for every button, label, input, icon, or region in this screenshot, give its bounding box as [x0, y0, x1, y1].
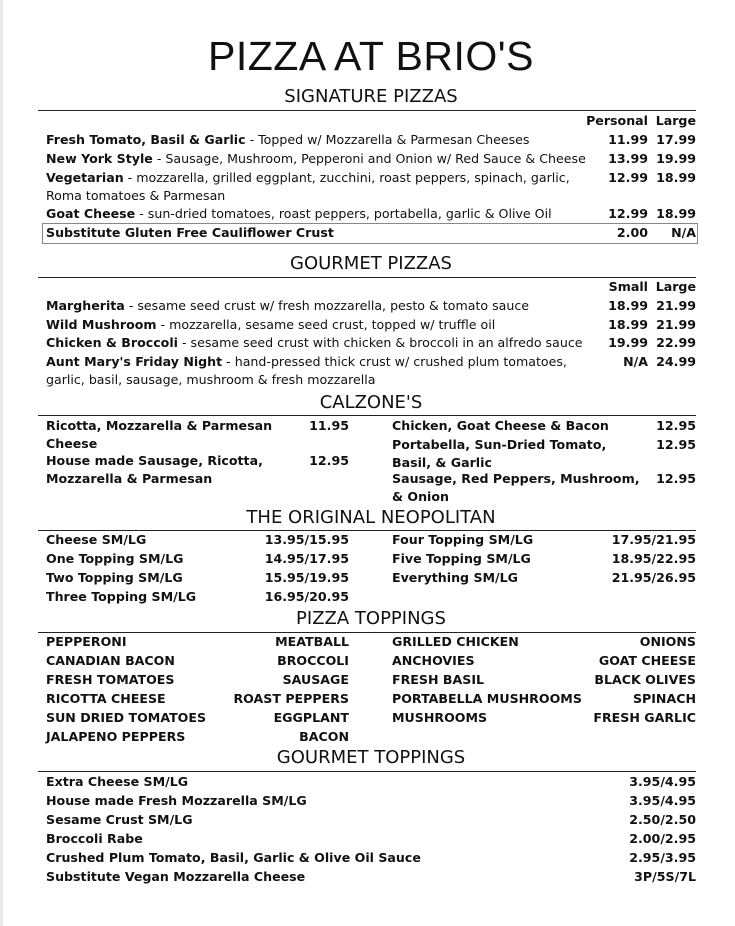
gourmet-topping-item: Extra Cheese SM/LG	[46, 774, 189, 789]
gourmet-topping-price: 2.00/2.95	[629, 831, 696, 846]
neopolitan-price: 18.95/22.95	[611, 551, 696, 566]
gourmet-rule	[38, 277, 696, 278]
topping-item: BACON	[299, 729, 349, 744]
price-large: 21.99	[656, 317, 696, 332]
menu-item	[46, 353, 581, 389]
menu-item	[46, 131, 529, 149]
page-edge	[0, 0, 3, 926]
small-column-header: Small	[608, 279, 648, 294]
item-desc: - Sausage, Mushroom, Pepperoni and Onion w/ Red Sauce & Cheese	[152, 151, 586, 166]
menu-item	[46, 334, 583, 352]
calzone-item: Chicken, Goat Cheese & Bacon	[392, 418, 609, 433]
gourmet-topping-price: 3.95/4.95	[629, 793, 696, 808]
calzone-price: 12.95	[656, 437, 696, 452]
price-large: N/A	[671, 225, 696, 240]
item-desc: - mozzarella, grilled eggplant, zucchini, roast peppers, spinach, garlic, Roma tomatoes & Parmesan	[46, 170, 570, 203]
gourmet-topping-price: 3P/5S/7L	[634, 869, 696, 884]
item-name: Aunt Mary's Friday Night	[46, 354, 223, 369]
price-small: N/A	[623, 354, 648, 369]
price-personal: 2.00	[616, 225, 648, 240]
item-desc: - sesame seed crust w/ fresh mozzarella, pesto & tomato sauce	[124, 298, 530, 313]
item-name: Goat Cheese	[46, 206, 136, 221]
topping-item: CANADIAN BACON	[46, 653, 175, 668]
price-large: 18.99	[656, 170, 696, 185]
price-large: 21.99	[656, 298, 696, 313]
gourmet-toppings-rule	[38, 771, 696, 772]
neopolitan-item: Four Topping SM/LG	[392, 532, 534, 547]
topping-item: GRILLED CHICKEN	[392, 634, 519, 649]
topping-item: ROAST PEPPERS	[233, 691, 349, 706]
topping-item: SUN DRIED TOMATOES	[46, 710, 207, 725]
neopolitan-price: 15.95/19.95	[264, 570, 349, 585]
gourmet-topping-item: Broccoli Rabe	[46, 831, 143, 846]
topping-item: PEPPERONI	[46, 634, 127, 649]
price-small: 19.99	[608, 335, 648, 350]
item-desc: - Topped w/ Mozzarella & Parmesan Cheeses	[245, 132, 530, 147]
price-small: 18.99	[608, 317, 648, 332]
gourmet-topping-item: Crushed Plum Tomato, Basil, Garlic & Olive Oil Sauce	[46, 850, 421, 865]
calzones-heading: CALZONE'S	[319, 392, 423, 413]
item-name: Chicken & Broccoli	[46, 335, 178, 350]
neopolitan-price: 16.95/20.95	[264, 589, 349, 604]
neopolitan-price: 13.95/15.95	[264, 532, 349, 547]
calzones-rule	[38, 415, 696, 416]
topping-item: RICOTTA CHEESE	[46, 691, 166, 706]
item-desc: - sesame seed crust with chicken & broccoli in an alfredo sauce	[177, 335, 583, 350]
price-personal: 12.99	[608, 170, 648, 185]
topping-item: BLACK OLIVES	[594, 672, 696, 687]
neopolitan-heading: THE ORIGINAL NEOPOLITAN	[246, 507, 496, 528]
topping-item: JALAPENO PEPPERS	[46, 729, 186, 744]
gluten-free-item: Substitute Gluten Free Cauliflower Crust	[46, 225, 334, 240]
item-desc: - mozzarella, sesame seed crust, topped w/ truffle oil	[156, 317, 496, 332]
menu-item	[46, 150, 586, 168]
item-name: Wild Mushroom	[46, 317, 157, 332]
menu-title: PIZZA AT BRIO'S	[208, 33, 534, 79]
price-personal: 12.99	[608, 206, 648, 221]
item-name: Vegetarian	[46, 170, 124, 185]
item-name: Fresh Tomato, Basil & Garlic	[46, 132, 246, 147]
gourmet-toppings-heading: GOURMET TOPPINGS	[276, 747, 466, 768]
price-personal: 11.99	[608, 132, 648, 147]
topping-item: FRESH BASIL	[392, 672, 485, 687]
gourmet-pizzas-heading: GOURMET PIZZAS	[290, 253, 452, 274]
price-large: 18.99	[656, 206, 696, 221]
neopolitan-item: Three Topping SM/LG	[46, 589, 197, 604]
topping-item: SAUSAGE	[282, 672, 349, 687]
gourmet-topping-price: 2.50/2.50	[629, 812, 696, 827]
gourmet-topping-item: House made Fresh Mozzarella SM/LG	[46, 793, 307, 808]
price-large: 19.99	[656, 151, 696, 166]
price-personal: 13.99	[608, 151, 648, 166]
calzone-price: 12.95	[656, 471, 696, 486]
pizza-toppings-heading: PIZZA TOPPINGS	[296, 608, 446, 629]
calzone-price: 12.95	[656, 418, 696, 433]
neopolitan-item: Five Topping SM/LG	[392, 551, 531, 566]
item-desc: - hand-pressed thick crust w/ crushed plum tomatoes, garlic, basil, sausage, mushroom & fresh mozzarella	[46, 354, 567, 387]
topping-item: BROCCOLI	[277, 653, 349, 668]
neopolitan-item: Cheese SM/LG	[46, 532, 147, 547]
topping-item: MUSHROOMS	[392, 710, 488, 725]
price-large: 22.99	[656, 335, 696, 350]
topping-item: EGGPLANT	[273, 710, 349, 725]
menu-item	[46, 169, 576, 205]
large-column-header: Large	[655, 113, 696, 128]
calzone-item: Ricotta, Mozzarella & Parmesan Cheese	[46, 418, 273, 451]
personal-column-header: Personal	[586, 113, 648, 128]
item-name: New York Style	[46, 151, 153, 166]
topping-item: GOAT CHEESE	[598, 653, 696, 668]
topping-item: ANCHOVIES	[392, 653, 475, 668]
calzone-price: 12.95	[309, 453, 349, 468]
neopolitan-price: 14.95/17.95	[264, 551, 349, 566]
neopolitan-item: One Topping SM/LG	[46, 551, 184, 566]
item-desc: - sun-dried tomatoes, roast peppers, portabella, garlic & Olive Oil	[135, 206, 552, 221]
signature-pizzas-heading: SIGNATURE PIZZAS	[284, 86, 458, 107]
gourmet-topping-item: Sesame Crust SM/LG	[46, 812, 193, 827]
price-large: 24.99	[656, 354, 696, 369]
price-large: 17.99	[656, 132, 696, 147]
calzone-price: 11.95	[309, 418, 349, 433]
topping-item: ONIONS	[639, 634, 696, 649]
topping-item: FRESH GARLIC	[593, 710, 696, 725]
price-small: 18.99	[608, 298, 648, 313]
neopolitan-item: Everything SM/LG	[392, 570, 519, 585]
menu-item	[46, 297, 529, 315]
calzone-item: Portabella, Sun-Dried Tomato, Basil, & Garlic	[392, 437, 607, 470]
signature-rule	[38, 110, 696, 111]
calzone-item: House made Sausage, Ricotta, Mozzarella & Parmesan	[46, 453, 263, 486]
menu-item	[46, 316, 495, 334]
large-column-header: Large	[655, 279, 696, 294]
neopolitan-price: 17.95/21.95	[611, 532, 696, 547]
topping-item: MEATBALL	[275, 634, 349, 649]
calzone-item: Sausage, Red Peppers, Mushroom, & Onion	[392, 471, 640, 504]
gourmet-topping-price: 3.95/4.95	[629, 774, 696, 789]
gourmet-topping-item: Substitute Vegan Mozzarella Cheese	[46, 869, 306, 884]
topping-item: PORTABELLA MUSHROOMS	[392, 691, 582, 706]
item-name: Margherita	[46, 298, 125, 313]
topping-item: SPINACH	[632, 691, 696, 706]
topping-item: FRESH TOMATOES	[46, 672, 175, 687]
menu-item	[46, 205, 552, 223]
neopolitan-item: Two Topping SM/LG	[46, 570, 183, 585]
neopolitan-price: 21.95/26.95	[611, 570, 696, 585]
toppings-rule	[38, 632, 696, 633]
gourmet-topping-price: 2.95/3.95	[629, 850, 696, 865]
